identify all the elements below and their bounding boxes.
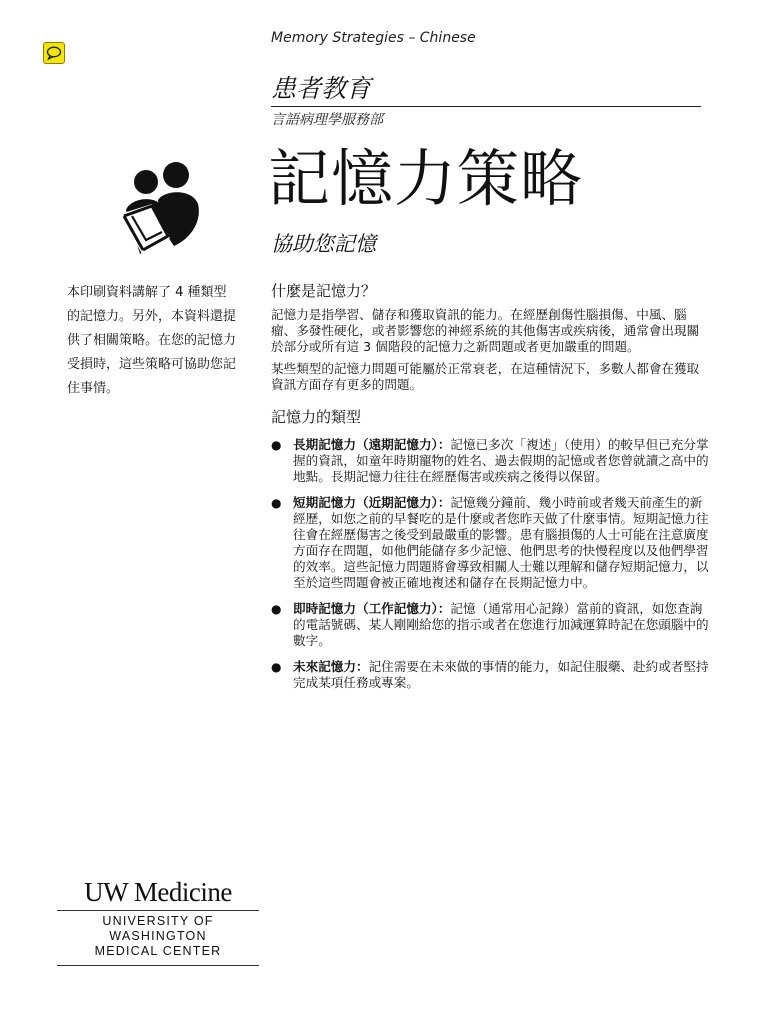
bullet-icon: ● [271, 438, 282, 452]
logo-divider [57, 910, 259, 911]
bullet-icon: ● [271, 496, 282, 510]
paragraph: 某些類型的記憶力問題可能屬於正常衰老，在這種情況下，多數人都會在獲取資訊方面存有更多的問題。 [271, 361, 700, 392]
comment-icon[interactable] [43, 42, 65, 64]
logo-line-2: MEDICAL CENTER [94, 944, 222, 958]
paragraph: 記憶力是指學習、儲存和獲取資訊的能力。在經歷創傷性腦損傷、中風、腦瘤、多發性硬化，或者影響您的神經系統的其他傷害或疾病後，通常會出現關於部分或所有這 3 個階段的記憶力之新問題或者更加嚴重的問題。 [271, 307, 700, 354]
list-item [271, 437, 711, 485]
header-divider [271, 106, 701, 107]
logo-line-1: UNIVERSITY OF WASHINGTON [102, 914, 214, 943]
term: 即時記憶力（工作記憶力）： [293, 601, 451, 616]
term-description: 記憶已多次「複述」（使用）的較早但已充分掌握的資訊，如童年時期寵物的姓名、過去假期的記憶或者您曾就讀之高中的地點。長期記憶力往往在經歷傷害或疾病之後得以保留。 [293, 437, 709, 484]
series-title: Memory Strategies – Chinese [271, 30, 476, 46]
bullet-icon: ● [271, 602, 282, 616]
uw-medicine-logo [57, 876, 259, 966]
term-description: 記憶（通常用心記錄）當前的資訊，如您查詢的電話號碼、某人剛剛給您的指示或者在您進行加減運算時記在您頭腦中的數字。 [293, 601, 709, 648]
logo-divider-bottom [57, 965, 259, 966]
sidebar-note: 本印刷資料講解了 4 種類型的記憶力。另外，本資料還提供了相關策略。在您的記憶力受損時，這些策略可協助您記住事情。 [67, 285, 237, 396]
term: 未來記憶力： [293, 659, 369, 674]
section-heading-types: 記憶力的類型 [271, 408, 362, 426]
list-item [271, 601, 711, 649]
memory-types-list [271, 437, 711, 691]
page-title: 記憶力策略 [268, 142, 584, 215]
department-name: 言語病理學服務部 [271, 112, 383, 128]
list-item [271, 659, 711, 691]
term-description: 記住需要在未來做的事情的能力，如記住服藥、赴約或者堅持完成某項任務或專案。 [293, 659, 709, 690]
page-subtitle: 協助您記憶 [271, 232, 376, 256]
list-item [271, 495, 711, 591]
section-heading-what: 什麼是記憶力？ [271, 282, 377, 300]
people-reading-icon [112, 158, 204, 258]
main-content [271, 281, 711, 701]
education-title: 患者教育 [271, 74, 372, 103]
bullet-icon: ● [271, 660, 282, 674]
term: 長期記憶力（遠期記憶力）： [293, 437, 451, 452]
term: 短期記憶力（近期記憶力）： [293, 495, 451, 510]
term-description: 記憶幾分鐘前、幾小時前或者幾天前產生的新經歷，如您之前的早餐吃的是什麼或者您昨天做了什麼事情。短期記憶力往往會在經歷傷害之後受到最嚴重的影響。患有腦損傷的人士可能在注意廣度方面存在問題，如他們能儲存多少記憶、他們思考的快慢程度以及他們學習的效率。這些記憶力問題將會導致相關人士難以理解和儲存短期記憶力，以至於這些問題會被正確地複述和儲存在長期記憶力中。 [293, 495, 709, 590]
logo-name: UW Medicine [84, 877, 232, 907]
